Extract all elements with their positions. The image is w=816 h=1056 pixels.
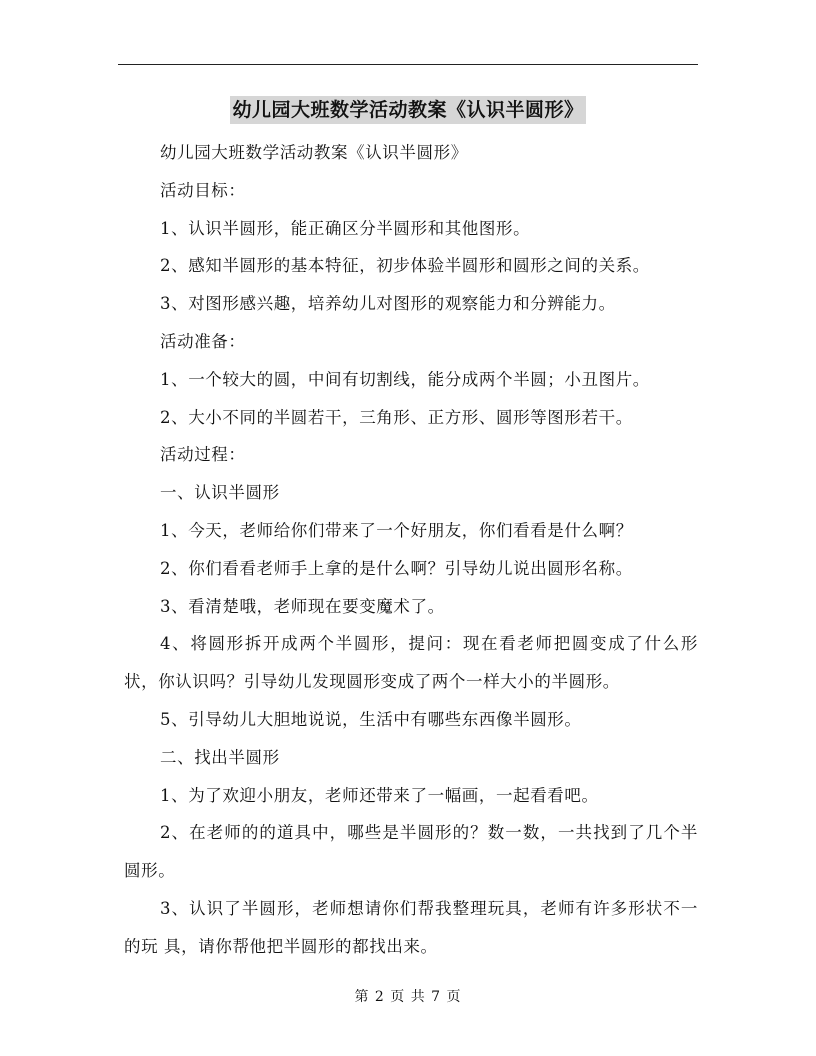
- paragraph: 2、感知半圆形的基本特征，初步体验半圆形和圆形之间的关系。: [160, 256, 650, 276]
- paragraph: 3、对图形感兴趣，培养幼儿对图形的观察能力和分辨能力。: [160, 294, 616, 314]
- document-title: 幼儿园大班数学活动教案《认识半圆形》: [230, 96, 585, 124]
- document-body: [124, 134, 698, 966]
- page-footer: 第 2 页 共 7 页: [354, 989, 462, 1005]
- paragraph: 一、认识半圆形: [160, 483, 280, 503]
- paragraph: 1、一个较大的圆，中间有切割线，能分成两个半圆；小丑图片。: [160, 369, 650, 389]
- paragraph: 1、为了欢迎小朋友，老师还带来了一幅画，一起看看吧。: [160, 785, 599, 805]
- paragraph: 2、你们看看老师手上拿的是什么啊？引导幼儿说出圆形名称。: [160, 558, 633, 578]
- paragraph: 二、找出半圆形: [160, 747, 280, 767]
- paragraph: 活动目标：: [160, 180, 246, 200]
- paragraph: 3、认识了半圆形，老师想请你们帮我整理玩具，老师有许多形状不一的玩 具，请你帮他把半圆形的都找出来。: [124, 898, 698, 956]
- paragraph: 2、大小不同的半圆若干，三角形、正方形、圆形等图形若干。: [160, 407, 633, 427]
- paragraph: 4、将圆形拆开成两个半圆形，提问：现在看老师把圆变成了什么形状，你认识吗？引导幼儿发现圆形变成了两个一样大小的半圆形。: [124, 634, 698, 692]
- paragraph: 2、在老师的的道具中，哪些是半圆形的？数一数，一共找到了几个半圆形。: [124, 823, 698, 881]
- header-rule: [118, 64, 698, 65]
- title-container: [0, 96, 816, 124]
- paragraph: 1、今天，老师给你们带来了一个好朋友，你们看看是什么啊？: [160, 520, 633, 540]
- paragraph: 幼儿园大班数学活动教案《认识半圆形》: [160, 143, 468, 162]
- paragraph: 1、认识半圆形，能正确区分半圆形和其他图形。: [160, 218, 531, 238]
- paragraph: 活动过程：: [160, 445, 246, 465]
- paragraph: 3、看清楚哦，老师现在要变魔术了。: [160, 596, 445, 616]
- paragraph: 活动准备：: [160, 331, 246, 351]
- paragraph: 5、引导幼儿大胆地说说，生活中有哪些东西像半圆形。: [160, 709, 582, 729]
